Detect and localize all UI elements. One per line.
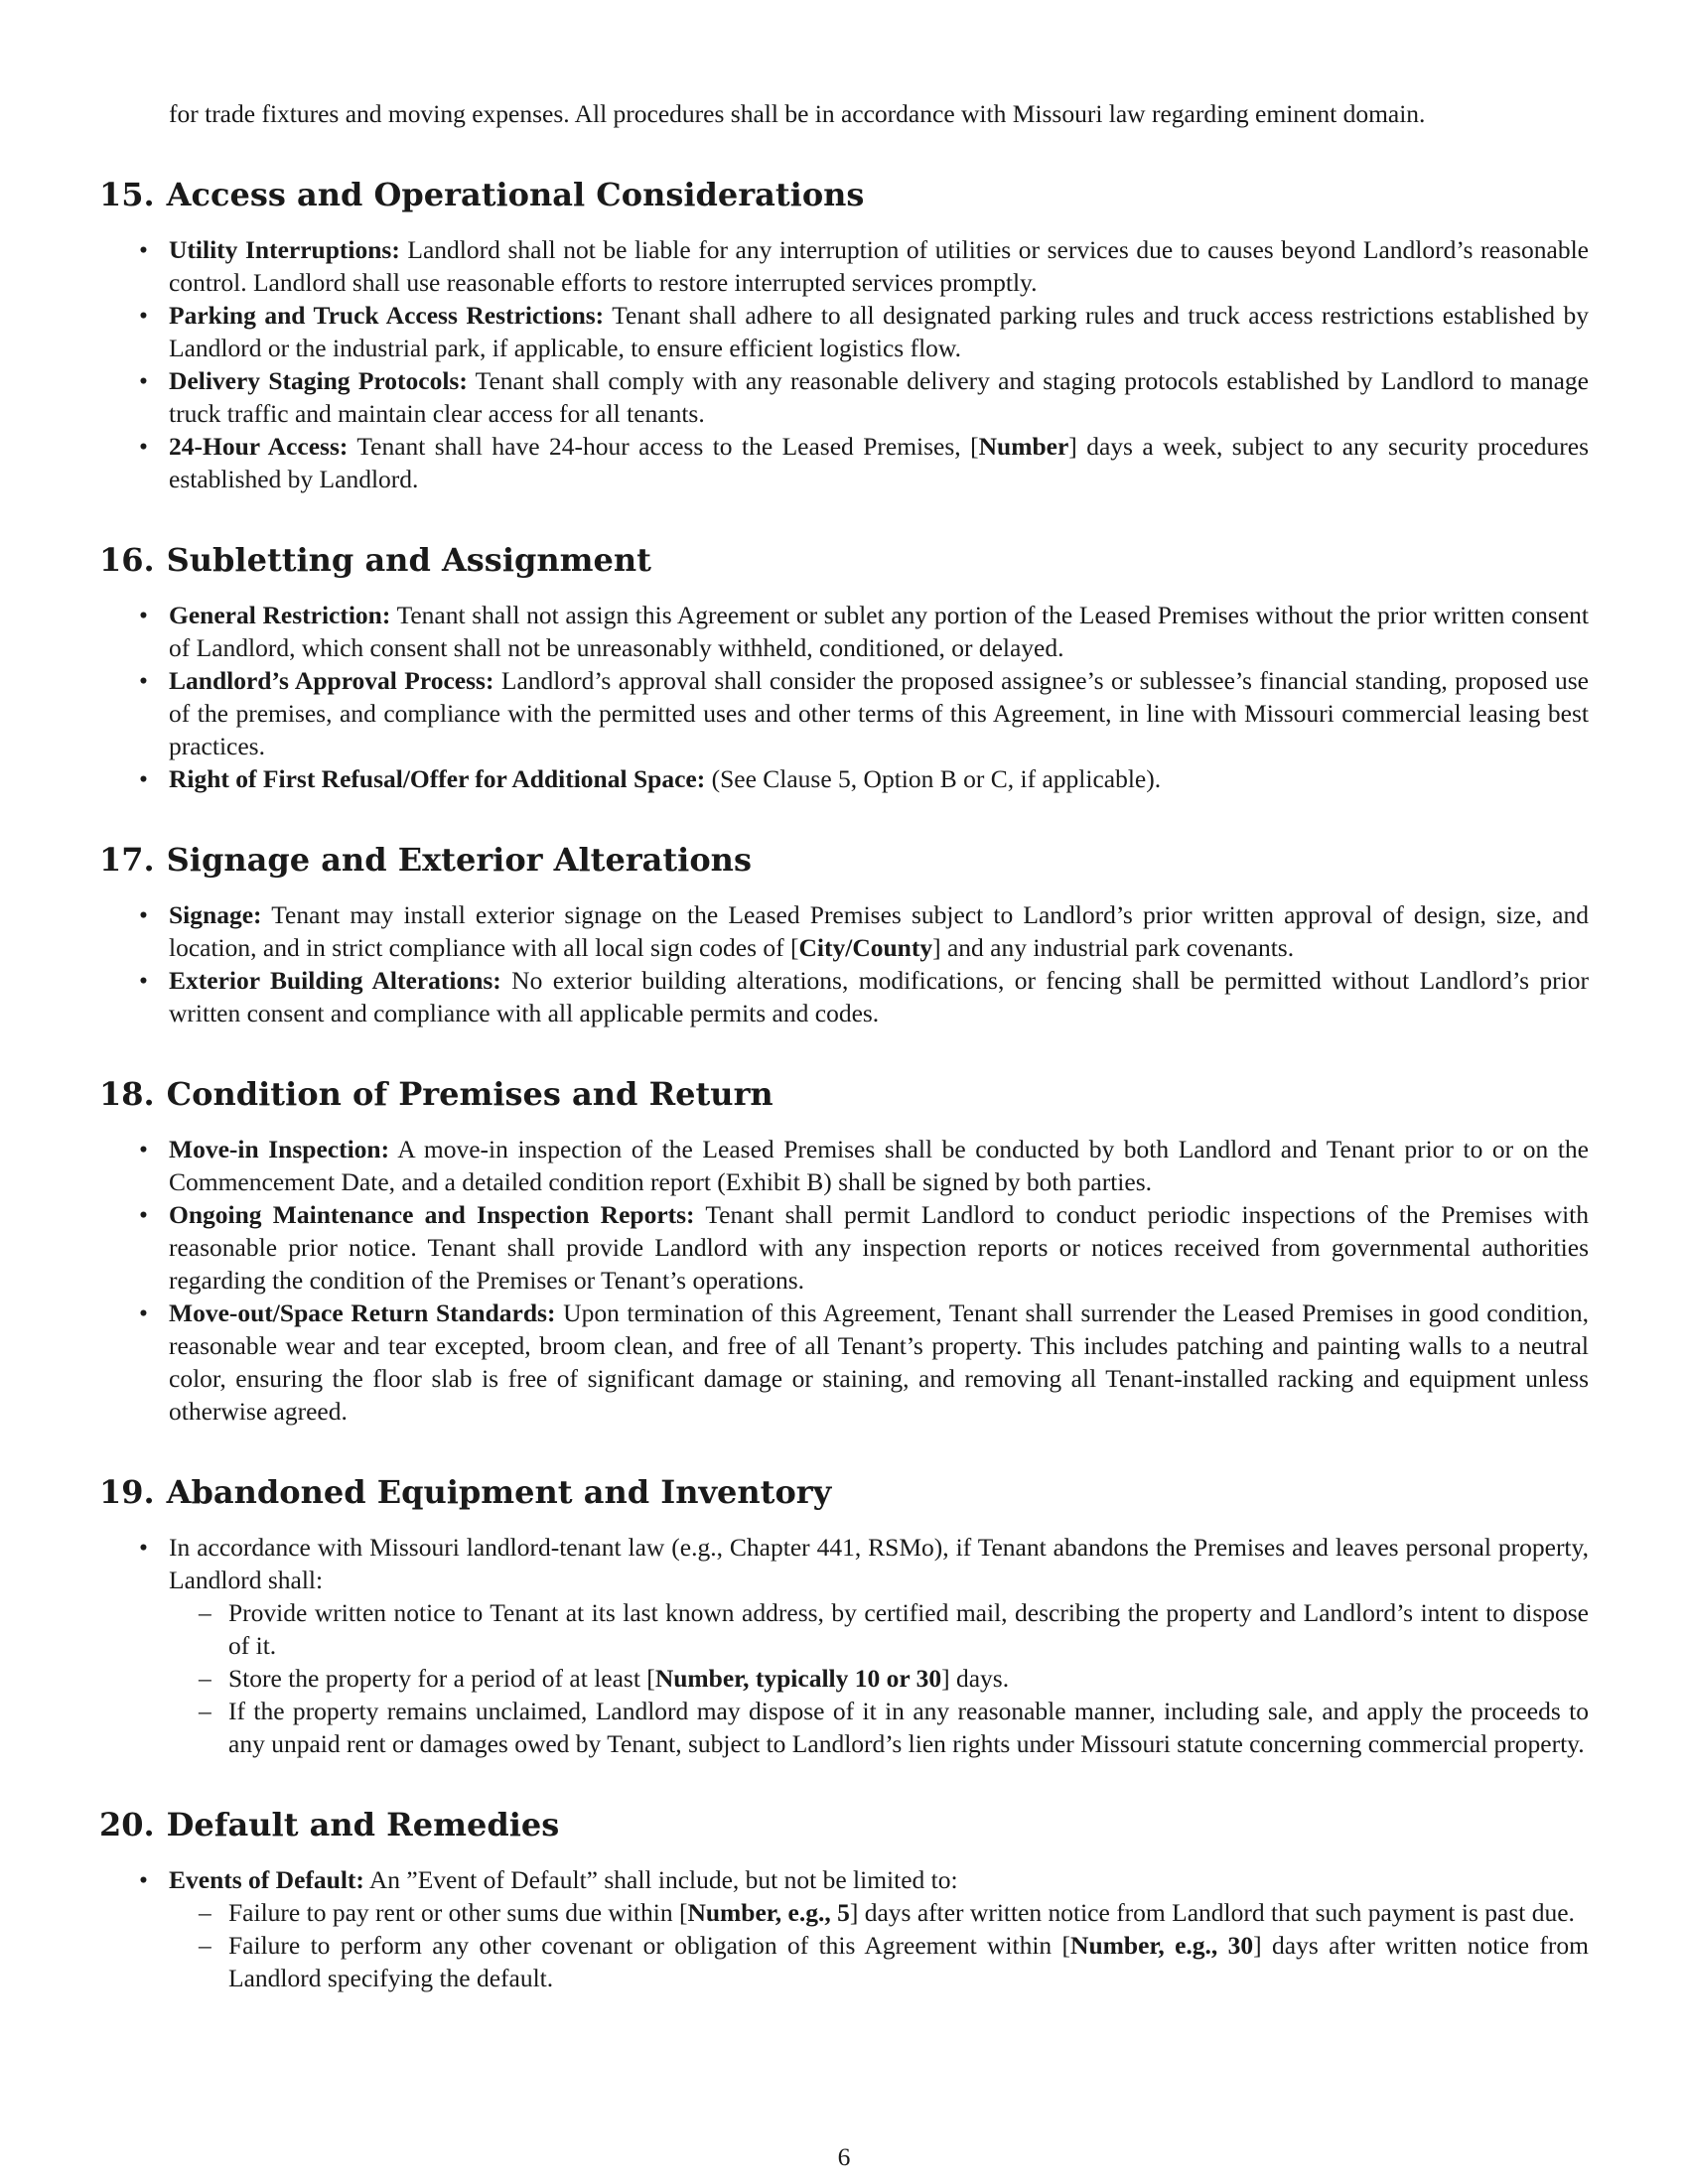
item-label: Ongoing Maintenance and Inspection Reports: [169,1200,695,1229]
item-text: Failure to perform any other covenant or obligation of this Agreement within [ [228,1931,1071,1960]
item-text: A move-in inspection of the Leased Premises shall be conducted by both Landlord and Tenant prior to or on the Commencement Date, and a detailed condition report (Exhibit B) shall be signed by both parties. [169,1135,1589,1196]
section-number: 18. [99,1075,155,1113]
list-item [169,599,1589,664]
section-title: Access and Operational Considerations [166,176,865,213]
sub-list-item [228,1695,1589,1760]
placeholder-field: Number, typically 10 or 30 [654,1664,942,1693]
section-number: 19. [99,1473,155,1511]
section-number: 15. [99,176,155,213]
item-label: Landlord’s Approval Process: [169,666,494,695]
section-title: Signage and Exterior Alterations [166,841,752,879]
item-text: Store the property for a period of at least [ [228,1664,655,1693]
item-text: Tenant shall adhere to all designated parking rules and truck access restrictions established by Landlord or the industrial park, if applicable, to ensure efficient logistics flow. [169,301,1589,362]
item-text: An ”Event of Default” shall include, but not be limited to: [363,1865,958,1894]
placeholder-field: Number, e.g., 30 [1070,1931,1254,1960]
section-15-heading [99,176,1589,213]
item-label: Parking and Truck Access Restrictions: [169,301,605,330]
list-item [169,762,1589,795]
item-label: Delivery Staging Protocols: [169,366,468,395]
item-text: Tenant shall permit Landlord to conduct periodic inspections of the Premises with reasonable prior notice. Tenant shall provide Landlord with any inspection reports or notices received from governmental authorities regarding the condition of the Premises or Tenant’s operations. [169,1200,1589,1295]
section-15-list [99,233,1589,495]
sub-list-item [228,1896,1589,1929]
placeholder-field: Number [978,432,1069,461]
item-text: ] days. [941,1664,1010,1693]
list-item [169,1531,1589,1760]
section-18-list [99,1133,1589,1428]
item-text: Upon termination of this Agreement, Tenant shall surrender the Leased Premises in good condition, reasonable wear and tear excepted, broom clean, and free of all Tenant’s property. This includes patching and painting walls to a neutral color, ensuring the floor slab is free of significant damage or staining, and removing all Tenant-installed racking and equipment unless otherwise agreed. [169,1298,1589,1426]
section-17-list [99,898,1589,1029]
item-label: 24-Hour Access: [169,432,349,461]
list-item [169,299,1589,364]
section-18-heading [99,1075,1589,1113]
page-number: 6 [837,2142,851,2171]
item-text: If the property remains unclaimed, Landlord may dispose of it in any reasonable manner, including sale, and apply the proceeds to any unpaid rent or damages owed by Tenant, subject to Landlord’s lien rights under Missouri statute concerning commercial property. [228,1697,1589,1758]
section-19-heading [99,1473,1589,1511]
sub-list-item [228,1662,1589,1695]
section-17-heading [99,841,1589,879]
list-item [169,364,1589,430]
section-16-list [99,599,1589,795]
placeholder-field: Number, e.g., 5 [687,1898,850,1927]
list-item [169,1863,1589,1994]
section-20-list [99,1863,1589,1994]
list-item [169,1297,1589,1428]
section-number: 17. [99,841,155,879]
section-title: Abandoned Equipment and Inventory [166,1473,832,1511]
section-20-heading [99,1806,1589,1843]
sub-list-item [228,1929,1589,1994]
document-body [99,97,1589,1994]
list-item [169,664,1589,762]
sub-list [169,1596,1589,1760]
sub-list-item [228,1596,1589,1662]
list-item [169,1133,1589,1198]
item-text: Tenant shall have 24-hour access to the Leased Premises, [ [348,432,979,461]
section-16-heading [99,541,1589,579]
sub-list [169,1896,1589,1994]
item-text: Failure to pay rent or other sums due within [ [228,1898,688,1927]
item-text: Tenant shall not assign this Agreement or sublet any portion of the Leased Premises without the prior written consent of Landlord, which consent shall not be unreasonably withheld, conditioned, or delayed. [169,601,1589,662]
section-title: Subletting and Assignment [166,541,651,579]
placeholder-field: City/County [798,933,933,962]
section-number: 20. [99,1806,155,1843]
section-title: Condition of Premises and Return [166,1075,774,1113]
item-label: Move-out/Space Return Standards: [169,1298,556,1327]
item-label: Utility Interruptions: [169,235,400,264]
item-label: Move-in Inspection: [169,1135,390,1163]
item-label: Signage: [169,900,262,929]
item-text: ] days a week, subject to any security procedures established by Landlord. [169,432,1589,493]
item-text: Provide written notice to Tenant at its last known address, by certified mail, describing the property and Landlord’s intent to dispose of it. [228,1598,1589,1660]
list-item [169,233,1589,299]
list-item [169,1198,1589,1297]
item-text: ] days after written notice from Landlord that such payment is past due. [849,1898,1575,1927]
item-label: Events of Default: [169,1865,364,1894]
section-title: Default and Remedies [166,1806,560,1843]
item-label: General Restriction: [169,601,391,629]
list-item [169,430,1589,495]
item-label: Exterior Building Alterations: [169,966,501,995]
section-19-list [99,1531,1589,1760]
item-text: Landlord shall not be liable for any interruption of utilities or services due to causes beyond Landlord’s reasonable control. Landlord shall use reasonable efforts to restore interrupted services promptly. [169,235,1589,297]
item-text: (See Clause 5, Option B or C, if applicable). [705,764,1162,793]
item-text: Tenant shall comply with any reasonable delivery and staging protocols established by Landlord to manage truck traffic and maintain clear access for all tenants. [169,366,1589,428]
item-text: No exterior building alterations, modifications, or fencing shall be permitted without Landlord’s prior written consent and compliance with all applicable permits and codes. [169,966,1589,1027]
section-number: 16. [99,541,155,579]
list-item [169,964,1589,1029]
continued-paragraph: for trade fixtures and moving expenses. All procedures shall be in accordance with Missouri law regarding eminent domain. [169,99,1426,128]
item-text: In accordance with Missouri landlord-tenant law (e.g., Chapter 441, RSMo), if Tenant abandons the Premises and leaves personal property, Landlord shall: [169,1533,1589,1594]
item-text: ] and any industrial park covenants. [932,933,1295,962]
list-item [169,898,1589,964]
item-label: Right of First Refusal/Offer for Additional Space: [169,764,706,793]
item-text: Landlord’s approval shall consider the proposed assignee’s or sublessee’s financial standing, proposed use of the premises, and compliance with the permitted uses and other terms of this Agreement, in line with Missouri commercial leasing best practices. [169,666,1590,760]
item-text: ] days after written notice from Landlord specifying the default. [228,1931,1589,1992]
item-text: Tenant may install exterior signage on the Leased Premises subject to Landlord’s prior written approval of design, size, and location, and in strict compliance with all local sign codes of [ [169,900,1589,962]
